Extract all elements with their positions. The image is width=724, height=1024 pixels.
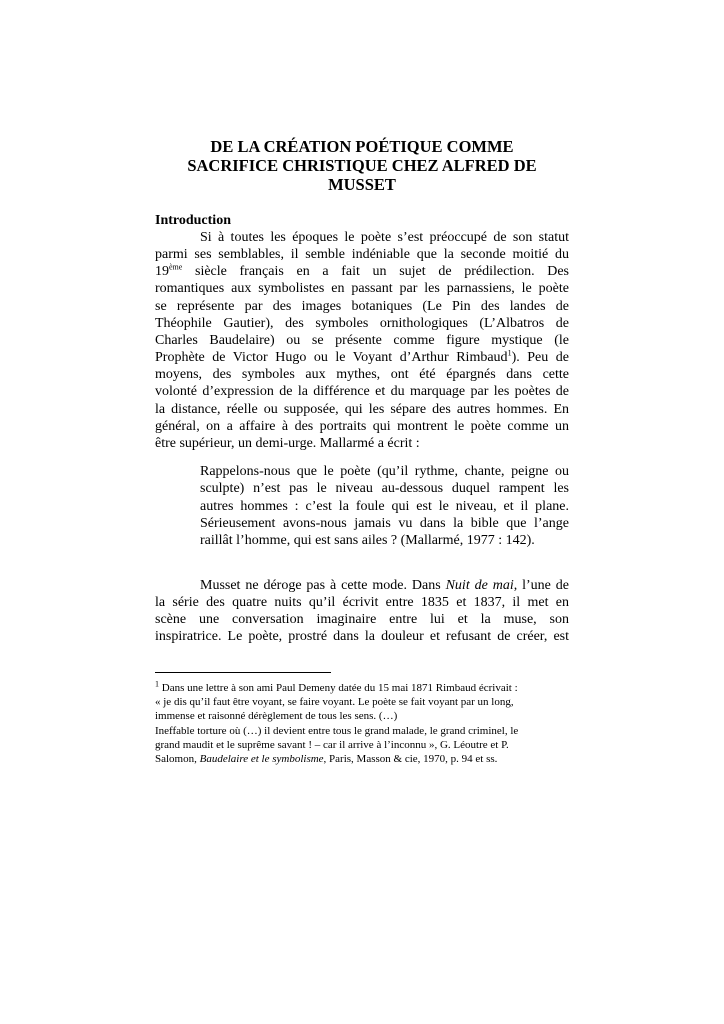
section-heading: Introduction [155,213,231,228]
footnote-separator [155,672,331,673]
paragraph-line: Si à toutes les époques le poète s’est préoccupé de son statut [200,230,569,245]
superscript-ordinal: ème [169,262,183,272]
footnote-line: Ineffable torture où (…) il devient entre tous le grand malade, le grand criminel, le [155,724,519,737]
paragraph-line: parmi ses semblables, il semble indéniable que la seconde moitié du [155,247,569,263]
paragraph-line: la série des quatre nuits qu’il écrivit entre 1835 et 1837, il met en [155,595,569,611]
quote-line: sculpte) n’est pas le niveau au-dessous duquel rampent les [200,481,569,497]
paragraph-line: inspiratrice. Le poète, prostré dans la douleur et refusant de créer, est [155,629,569,645]
footnote-line: immense et raisonné dérèglement de tous les sens. (…) [155,710,398,723]
quote-line: raillât l’homme, qui est sans ailes ? (Mallarmé, 1977 : 142). [200,533,535,549]
paragraph-line: Théophile Gautier), des symboles ornithologiques (L’Albatros de [155,315,569,331]
quote-line: Rappelons-nous que le poète (qu’il rythme, chante, peigne ou [200,464,569,479]
title-line: DE LA CRÉATION POÉTIQUE COMME [210,137,514,156]
paragraph-line: général, on a affaire à des portraits qui montrent le poète comme un [155,418,569,434]
paragraph-line: se représente par des images botaniques (Le Pin des landes de [155,298,569,314]
paragraph-text: ). Peu de [511,350,569,366]
paragraph-text: Musset ne déroge pas à cette mode. Dans [200,578,446,593]
footnote-line: « je dis qu’il faut être voyant, se faire voyant. Le poète se fait voyant par un long, [155,696,514,709]
book-title: Baudelaire et le symbolisme [199,753,324,766]
intro-paragraph [155,229,569,452]
paragraph-line [155,263,569,280]
footnote-reference: 1 [507,348,512,358]
footnote-text: Salomon, [155,753,200,766]
paragraph-line: être supérieur, un demi-urge. Mallarmé a écrit : [155,435,420,451]
document-title [155,137,569,194]
work-title: Nuit de mai [445,578,514,593]
paragraph-line: la distance, réelle ou supposée, qui les sépare des autres hommes. En [155,401,569,417]
title-line: MUSSET [328,175,396,194]
century-number: 19 [155,264,169,280]
footnote-line [155,752,569,766]
footnote-marker: 1 [155,679,159,689]
paragraph-text: Prophète de Victor Hugo ou le Voyant d’Arthur Rimbaud [155,350,508,366]
musset-paragraph [155,577,569,646]
paragraph-text: , l’une de [513,578,569,593]
footnote-line: grand maudit et le suprême savant ! – car il arrive à l’inconnu », G. Léoutre et P. [155,738,509,751]
paragraph-line: moyens, des symboles aux mythes, ont été épargnés dans cette [155,367,569,383]
footnote-text: Dans une lettre à son ami Paul Demeny datée du 15 mai 1871 Rimbaud écrivait : [159,682,518,694]
title-line: SACRIFICE CHRISTIQUE CHEZ ALFRED DE [187,156,537,175]
footnote-text: , Paris, Masson & cie, 1970, p. 94 et ss. [323,753,498,766]
paragraph-line [155,349,569,366]
paragraph-line: volonté d’expression de la différence et du marquage par les poètes de [155,384,569,400]
quote-line: Sérieusement avons-nous jamais vu dans la bible que l’ange [200,515,569,531]
block-quote [200,463,569,549]
paragraph-text: siècle français en a fait un sujet de prédilection. Des [182,264,569,280]
paragraph-line: scène une conversation imaginaire entre lui et la muse, son [155,612,569,628]
paragraph-line: romantiques aux symbolistes en passant par les parnassiens, le poète [155,281,569,297]
paragraph-line [155,577,569,594]
paragraph-line: Charles Baudelaire) ou se présente comme figure mystique (le [155,332,569,348]
quote-line: autres hommes : c’est la foule qui est le niveau, et il plane. [200,498,569,514]
footnote [155,681,569,766]
footnote-line [155,681,569,695]
